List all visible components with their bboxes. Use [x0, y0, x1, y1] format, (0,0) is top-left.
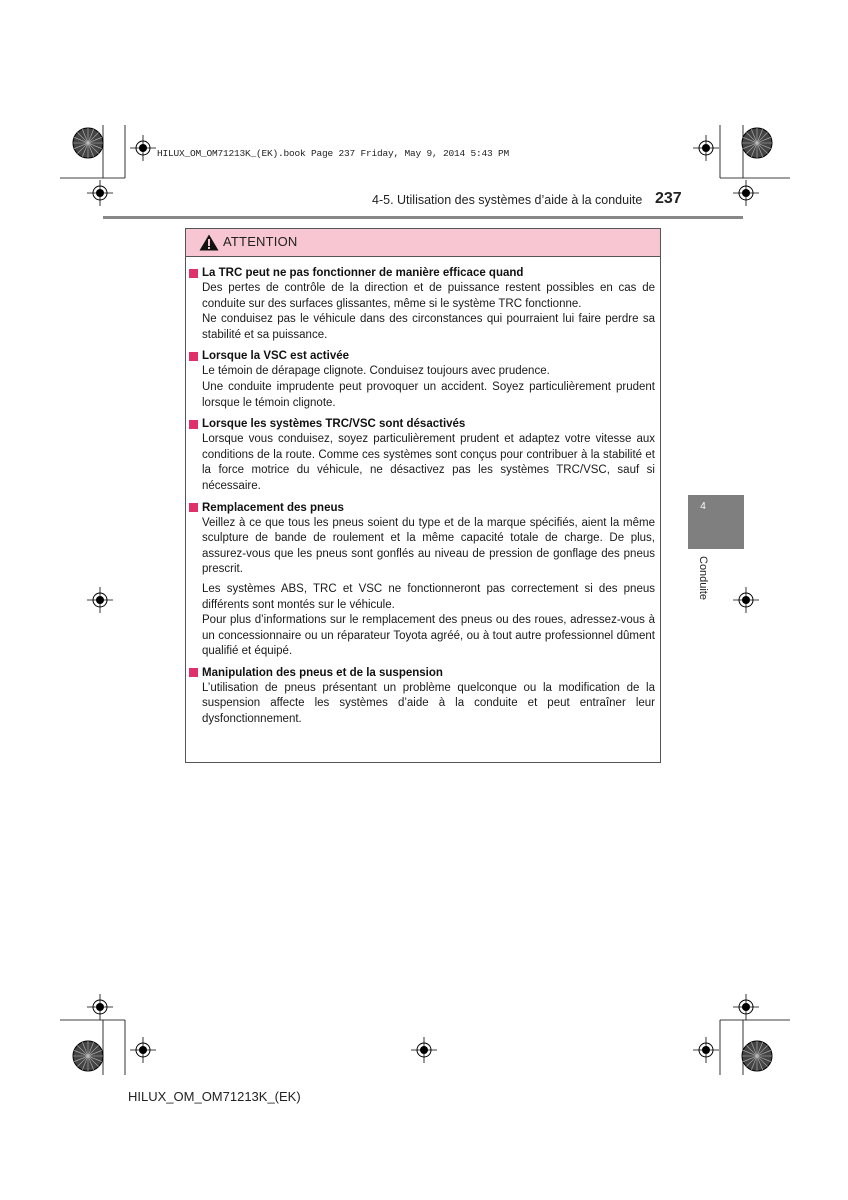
- section-trc-vsc-off: [189, 416, 655, 494]
- section-paragraph: Ne conduisez pas le véhicule dans des circonstances qui pourraient lui faire perdre sa stabilité et sa puissance.: [202, 313, 655, 341]
- section-title-row: [189, 665, 655, 681]
- chapter-tab: [688, 495, 744, 549]
- bullet-square-icon: [189, 668, 198, 677]
- bullet-square-icon: [189, 269, 198, 278]
- section-title: Lorsque la VSC est activée: [202, 350, 350, 363]
- section-title-row: [189, 416, 655, 432]
- print-header: HILUX_OM_OM71213K_(EK).book Page 237 Friday, May 9, 2014 5:43 PM: [157, 148, 510, 159]
- section-title-row: [189, 500, 655, 516]
- section-paragraph: Veillez à ce que tous les pneus soient du type et de la marque spécifiés, aient la même sculpture de bande de roulement et la même capacité totale de charge. De plus, assurez-vous que les pneus sont gonflés au niveau de pression de gonflage des pneus prescrit.: [202, 516, 655, 576]
- section-title-row: [189, 348, 655, 364]
- section-vsc-active: [189, 348, 655, 411]
- warning-triangle-icon: [199, 234, 219, 251]
- header-rule: [103, 216, 743, 219]
- section-paragraph: L’utilisation de pneus présentant un problème quelconque ou la modification de la suspension affecte les systèmes d’aide à la conduite et peut entraîner leur dysfonctionnement.: [202, 681, 655, 726]
- running-head: 4-5. Utilisation des systèmes d’aide à la conduite: [372, 193, 643, 207]
- section-title: Manipulation des pneus et de la suspension: [202, 666, 443, 679]
- section-title: Remplacement des pneus: [202, 501, 344, 514]
- page-number: 237: [655, 190, 682, 207]
- section-paragraph: Une conduite imprudente peut provoquer un accident. Soyez particulièrement prudent lorsque le témoin clignote.: [202, 380, 655, 409]
- section-tire-suspension: [189, 665, 655, 728]
- bullet-square-icon: [189, 420, 198, 429]
- footer-document-code: HILUX_OM_OM71213K_(EK): [128, 1089, 301, 1104]
- attention-content: [189, 265, 655, 733]
- section-paragraph: Les systèmes ABS, TRC et VSC ne fonctionneront pas correctement si des pneus différents sont montés sur le véhicule.: [202, 582, 655, 611]
- bullet-square-icon: [189, 352, 198, 361]
- bullet-square-icon: [189, 503, 198, 512]
- attention-header: [186, 229, 660, 257]
- section-paragraph: Lorsque vous conduisez, soyez particulièrement prudent et adaptez votre vitesse aux conditions de la route. Comme ces systèmes sont conçus pour contribuer à la stabilité et la force motrice du véhicule, ne désactivez pas les systèmes TRC/VSC, sauf si nécessaire.: [202, 433, 655, 492]
- section-trc: [189, 265, 655, 343]
- section-paragraph: Le témoin de dérapage clignote. Conduisez toujours avec prudence.: [202, 365, 550, 378]
- attention-box: [185, 228, 661, 763]
- chapter-tab-label: Conduite: [697, 556, 709, 601]
- section-title: Lorsque les systèmes TRC/VSC sont désactivés: [202, 418, 466, 431]
- attention-title: ATTENTION: [223, 234, 298, 249]
- section-title-row: [189, 265, 655, 281]
- section-title: La TRC peut ne pas fonctionner de manière efficace quand: [202, 267, 524, 279]
- section-paragraph: Des pertes de contrôle de la direction et de puissance restent possibles en cas de conduite sur des surfaces glissantes, même si le système TRC fonctionne.: [202, 282, 655, 310]
- chapter-tab-number: 4: [700, 501, 706, 512]
- section-paragraph: Pour plus d’informations sur le remplacement des pneus ou des roues, adressez-vous à un concessionnaire ou un réparateur Toyota agréé, ou à tout autre professionnel dûment qualifié et équipé.: [202, 614, 655, 658]
- section-tire-replacement: [189, 500, 655, 660]
